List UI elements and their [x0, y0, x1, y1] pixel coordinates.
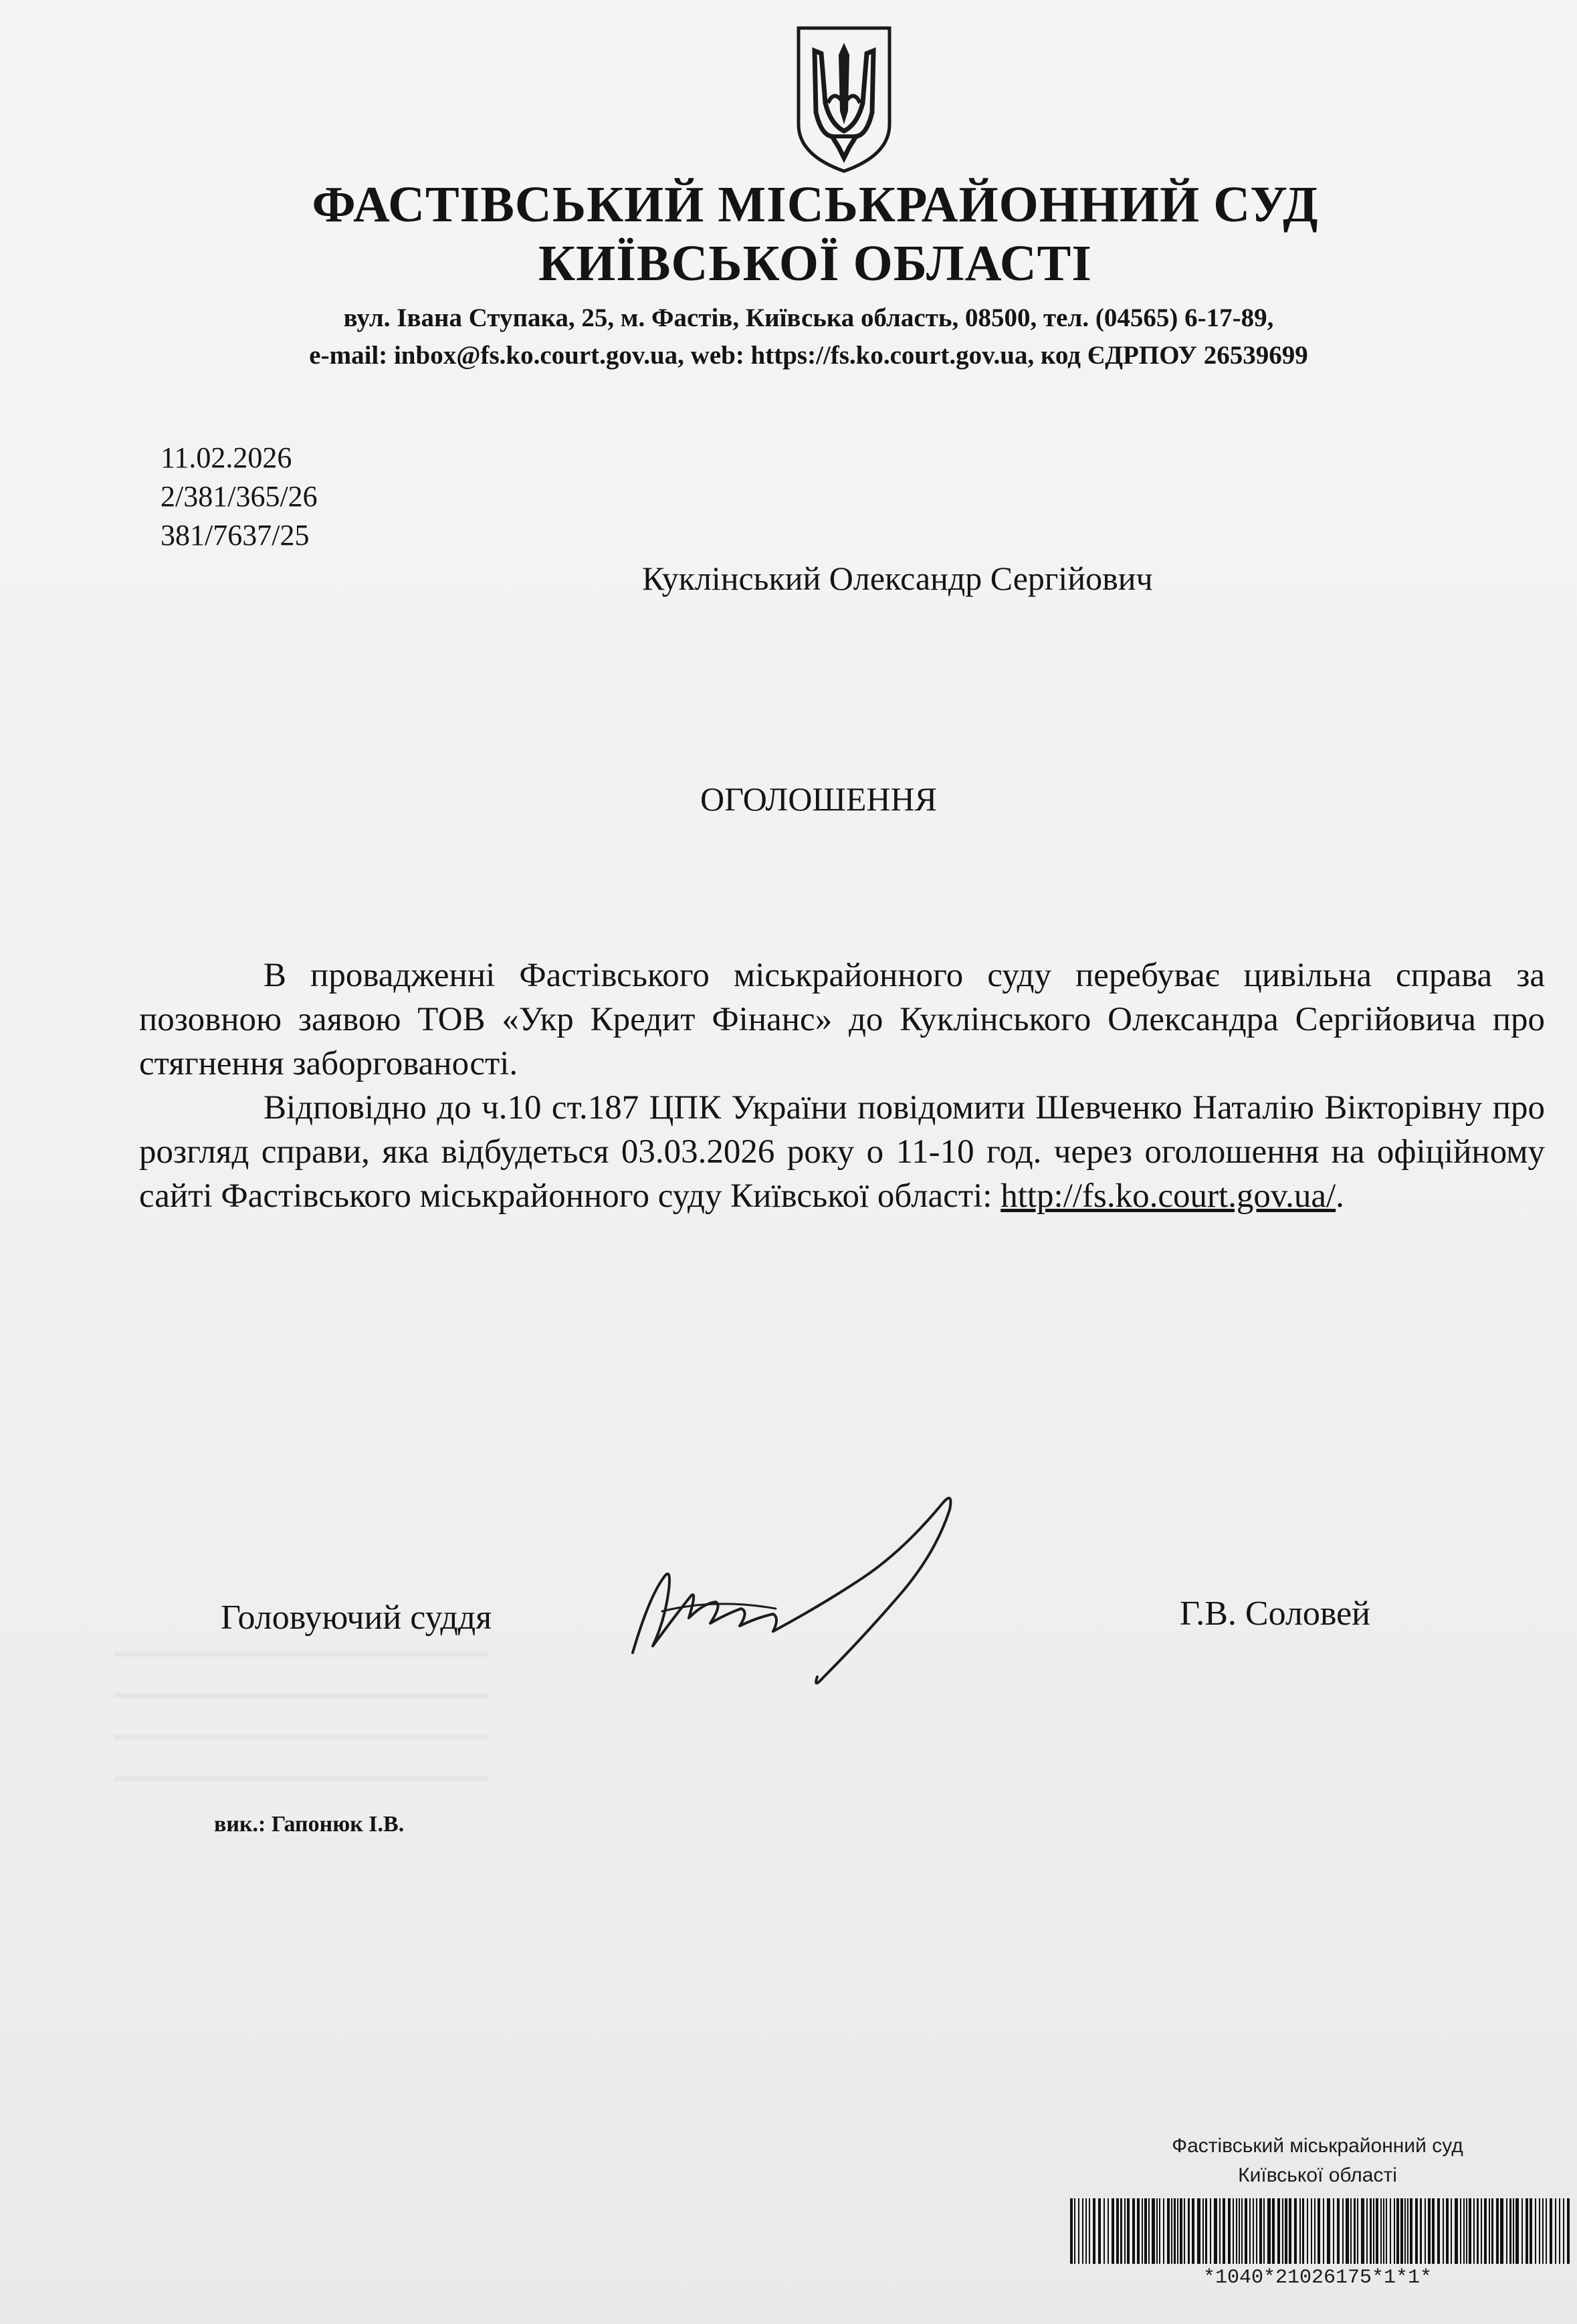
barcode-bar [1506, 2198, 1507, 2264]
barcode-bar [1380, 2198, 1382, 2264]
barcode [1070, 2198, 1570, 2264]
barcode-bar [1314, 2198, 1316, 2264]
barcode-bar [1103, 2198, 1105, 2264]
court-name [0, 175, 1577, 293]
barcode-bar [1098, 2198, 1101, 2264]
barcode-bar [1428, 2198, 1431, 2264]
recipient-name: Куклінський Олександр Сергійович [642, 560, 1153, 597]
barcode-bar [1163, 2198, 1164, 2264]
barcode-bar [1127, 2198, 1130, 2264]
barcode-bar [1563, 2198, 1564, 2264]
barcode-bar [1559, 2198, 1560, 2264]
barcode-bar [1407, 2198, 1408, 2264]
barcode-bar [1535, 2198, 1536, 2264]
barcode-bar [1285, 2198, 1287, 2264]
barcode-bar [1394, 2198, 1395, 2264]
barcode-bar [1346, 2198, 1349, 2264]
barcode-bar [1159, 2198, 1160, 2264]
barcode-bar [1120, 2198, 1122, 2264]
stamp-court-line-2: Київської області [1238, 2164, 1397, 2186]
barcode-bar [1144, 2198, 1147, 2264]
barcode-bar [1539, 2198, 1540, 2264]
show-through-mark [114, 1651, 488, 1798]
barcode-bar [1555, 2198, 1556, 2264]
barcode-bar [1491, 2198, 1493, 2264]
barcode-bar [1354, 2198, 1356, 2264]
document-date: 11.02.2026 [161, 441, 292, 474]
barcode-bar [1180, 2198, 1182, 2264]
barcode-bar [1509, 2198, 1511, 2264]
barcode-bar [1223, 2198, 1225, 2264]
barcode-bar [1289, 2198, 1291, 2264]
barcode-bar [1323, 2198, 1324, 2264]
barcode-bar [1477, 2198, 1479, 2264]
barcode-bar [1188, 2198, 1190, 2264]
barcode-bar [1361, 2198, 1364, 2264]
barcode-number: *1040*21026175*1*1* [1202, 2267, 1433, 2289]
barcode-bar [1496, 2198, 1499, 2264]
barcode-bar [1210, 2198, 1211, 2264]
barcode-bar [1386, 2198, 1387, 2264]
barcode-bar [1481, 2198, 1482, 2264]
barcode-bar [1567, 2198, 1570, 2264]
court-contacts [0, 300, 1577, 374]
document-title: ОГОЛОШЕННЯ [700, 780, 937, 818]
barcode-bar [1370, 2198, 1372, 2264]
barcode-bar [1253, 2198, 1254, 2264]
barcode-bar [1484, 2198, 1487, 2264]
barcode-bar [1277, 2198, 1280, 2264]
registration-stamp [1063, 2131, 1572, 2319]
barcode-bar [1137, 2198, 1140, 2264]
body-paragraph-2-end: . [1336, 1177, 1344, 1215]
barcode-bar [1489, 2198, 1490, 2264]
barcode-bar [1167, 2198, 1170, 2264]
barcode-bar [1177, 2198, 1178, 2264]
barcode-bar [1197, 2198, 1200, 2264]
barcode-bar [1455, 2198, 1458, 2264]
barcode-bar [1152, 2198, 1155, 2264]
stamp-court-name [1063, 2131, 1572, 2190]
barcode-bar [1357, 2198, 1358, 2264]
court-website-link[interactable]: http://fs.ko.court.gov.ua/ [1001, 1177, 1336, 1215]
barcode-bar [1521, 2198, 1523, 2264]
case-number: 381/7637/25 [161, 519, 310, 552]
document-references [161, 439, 318, 555]
barcode-bar [1546, 2198, 1547, 2264]
barcode-bar [1245, 2198, 1247, 2264]
barcode-bar [1400, 2198, 1403, 2264]
stamp-court-line-1: Фастівський міськрайонний суд [1172, 2135, 1463, 2157]
barcode-bar [1307, 2198, 1308, 2264]
barcode-bar [1132, 2198, 1135, 2264]
barcode-bar [1463, 2198, 1465, 2264]
barcode-bar [1425, 2198, 1426, 2264]
barcode-bar [1272, 2198, 1275, 2264]
barcode-bar [1550, 2198, 1552, 2264]
barcode-bar [1192, 2198, 1194, 2264]
barcode-bar [1174, 2198, 1176, 2264]
barcode-bar [1437, 2198, 1440, 2264]
barcode-bar [1415, 2198, 1418, 2264]
barcode-bar [1530, 2198, 1532, 2264]
barcode-bar [1515, 2198, 1519, 2264]
barcode-bar [1219, 2198, 1221, 2264]
barcode-bar [1112, 2198, 1114, 2264]
barcode-bar [1184, 2198, 1185, 2264]
barcode-bar [1267, 2198, 1271, 2264]
barcode-bar [1093, 2198, 1095, 2264]
barcode-bar [1236, 2198, 1237, 2264]
barcode-bar [1299, 2198, 1301, 2264]
barcode-bar [1241, 2198, 1243, 2264]
barcode-bar [1282, 2198, 1283, 2264]
barcode-bar [1443, 2198, 1444, 2264]
barcode-bar [1451, 2198, 1452, 2264]
barcode-bar [1466, 2198, 1467, 2264]
barcode-bar [1469, 2198, 1471, 2264]
barcode-bar [1446, 2198, 1449, 2264]
barcode-bar [1214, 2198, 1217, 2264]
barcode-bar [1148, 2198, 1150, 2264]
barcode-bar [1383, 2198, 1384, 2264]
barcode-bar [1085, 2198, 1087, 2264]
barcode-bar [1089, 2198, 1090, 2264]
body-paragraph-2-text: Відповідно до ч.10 ст.187 ЦПК України повідомити Шевченко Наталію Вікторівну про розгляд справи, яка відбудеться 03.03.2026 року о 11-10 год. через оголошення на офіційному сайті Фастівського міськрайонного суду Київської області: [139, 1089, 1545, 1215]
signatory-name: Г.В. Соловей [1180, 1595, 1370, 1633]
barcode-bar [1074, 2198, 1075, 2264]
barcode-bar [1233, 2198, 1234, 2264]
barcode-bar [1239, 2198, 1240, 2264]
barcode-bar [1202, 2198, 1204, 2264]
barcode-bar [1116, 2198, 1119, 2264]
court-address: вул. Івана Ступака, 25, м. Фастів, Київська область, 08500, тел. (04565) 6-17-89, [343, 304, 1274, 332]
barcode-bar [1460, 2198, 1461, 2264]
signatory-role: Головуючий суддя [221, 1599, 492, 1637]
barcode-bar [1302, 2198, 1304, 2264]
barcode-bar [1410, 2198, 1412, 2264]
barcode-bar [1108, 2198, 1109, 2264]
barcode-bar [1376, 2198, 1378, 2264]
barcode-bar [1078, 2198, 1079, 2264]
barcode-bar [1473, 2198, 1475, 2264]
barcode-bar [1142, 2198, 1143, 2264]
barcode-bar [1171, 2198, 1172, 2264]
body-paragraph-2 [139, 1086, 1545, 1218]
executor-note: вик.: Гапонюк І.В. [214, 1812, 405, 1837]
announcement-body [139, 953, 1545, 1218]
barcode-bar [1542, 2198, 1544, 2264]
court-name-line-2: КИЇВСЬКОЇ ОБЛАСТІ [538, 235, 1092, 292]
barcode-bar [1420, 2198, 1422, 2264]
barcode-bar [1366, 2198, 1368, 2264]
barcode-bar [1256, 2198, 1257, 2264]
body-paragraph-1: В провадженні Фастівського міськрайонного суду перебуває цивільна справа за позовною заявою ТОВ «Укр Кредит Фінанс» до Куклінського Олександра Сергійовича про стягнення заборгованості. [139, 957, 1545, 1082]
barcode-bar [1513, 2198, 1514, 2264]
barcode-bar [1333, 2198, 1334, 2264]
handwritten-signature [622, 1478, 970, 1698]
barcode-bar [1318, 2198, 1320, 2264]
barcode-bar [1263, 2198, 1265, 2264]
barcode-bar [1124, 2198, 1126, 2264]
barcode-bar [1432, 2198, 1435, 2264]
barcode-bar [1350, 2198, 1352, 2264]
barcode-bar [1156, 2198, 1158, 2264]
barcode-bar [1259, 2198, 1262, 2264]
barcode-bar [1311, 2198, 1312, 2264]
barcode-bar [1526, 2198, 1528, 2264]
barcode-bar [1342, 2198, 1344, 2264]
coat-of-arms-icon [795, 24, 893, 175]
court-name-line-1: ФАСТІВСЬКИЙ МІСЬКРАЙОННИЙ СУД [312, 177, 1319, 233]
barcode-bar [1404, 2198, 1406, 2264]
barcode-bar [1500, 2198, 1503, 2264]
barcode-bar [1082, 2198, 1083, 2264]
court-contact-line: e-mail: inbox@fs.ko.court.gov.ua, web: https://fs.ko.court.gov.ua, код ЄДРПОУ 26539699 [309, 341, 1308, 370]
barcode-bar [1294, 2198, 1297, 2264]
outgoing-number: 2/381/365/26 [161, 480, 318, 513]
barcode-bar [1228, 2198, 1231, 2264]
barcode-bar [1327, 2198, 1330, 2264]
barcode-bar [1396, 2198, 1399, 2264]
barcode-bar [1249, 2198, 1251, 2264]
barcode-bar [1070, 2198, 1073, 2264]
barcode-bar [1205, 2198, 1207, 2264]
barcode-bar [1390, 2198, 1391, 2264]
barcode-bar [1337, 2198, 1340, 2264]
barcode-bar [1373, 2198, 1374, 2264]
